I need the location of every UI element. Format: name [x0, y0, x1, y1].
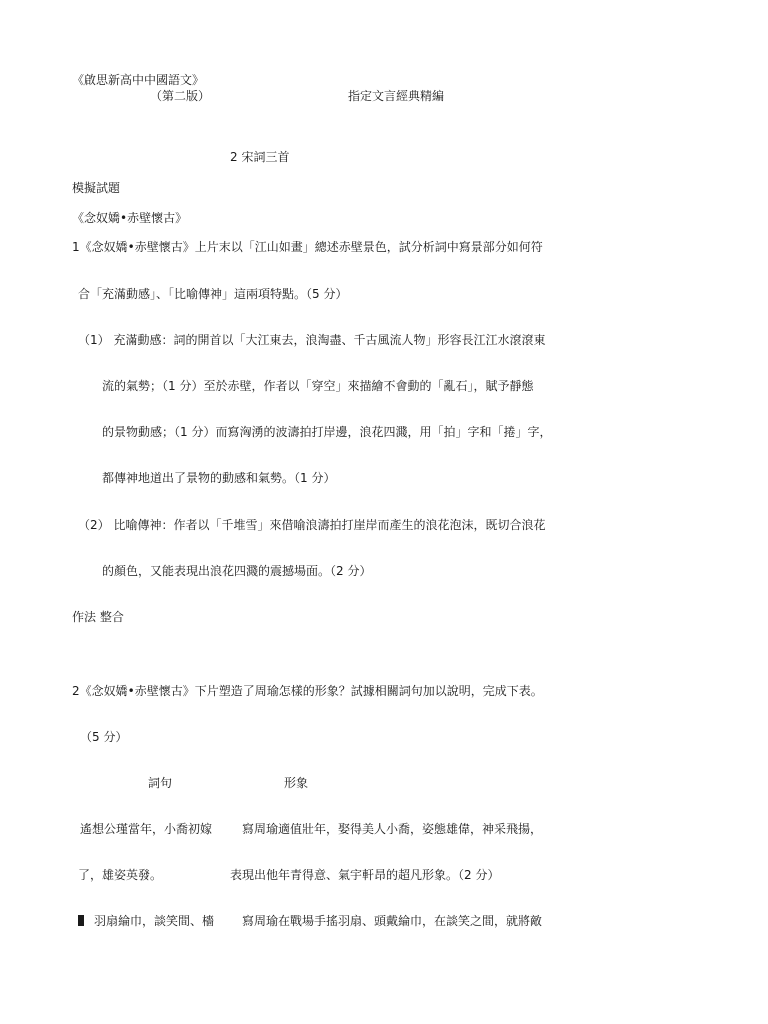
- collection-title: 指定文言經典精編: [348, 89, 445, 103]
- question2-line1: 2《念奴嬌•赤壁懷古》下片塑造了周瑜怎樣的形象？試據相關詞句加以說明，完成下表。: [72, 684, 543, 698]
- table-header-phrase: 詞句: [148, 776, 173, 790]
- table-header-row: [0, 775, 768, 791]
- bullet-square-icon: [78, 915, 84, 926]
- row1-image-line2: 表現出他年青得意、氣宇軒昂的超凡形象。（2 分）: [230, 868, 500, 882]
- row2-phrase-line1: 羽扇綸巾，談笑間、檣: [94, 914, 215, 928]
- table-row: [0, 913, 768, 929]
- section-label: 模擬試題: [72, 181, 121, 195]
- answer1-line2: 流的氣勢；（1 分）至於赤壁，作者以「穿空」來描繪不會動的「亂石」，賦予靜態: [102, 379, 534, 393]
- question1-line2: 合「充滿動感」、「比喻傳神」這兩項特點。（5 分）: [78, 287, 348, 301]
- chapter-title: 2 宋詞三首: [230, 150, 290, 164]
- answer2-line2: 的顏色，又能表現出浪花四濺的震撼場面。（2 分）: [102, 564, 372, 578]
- method-label: 作法 整合: [72, 610, 124, 624]
- answer2-line1: （2） 比喻傳神：作者以「千堆雪」來借喻浪濤拍打崖岸而產生的浪花泡沫，既切合浪花: [78, 518, 546, 532]
- row1-phrase-line1: 遙想公瑾當年，小喬初嫁: [80, 822, 213, 836]
- row2-image-line1: 寫周瑜在戰場手搖羽扇、頭戴綸巾，在談笑之間，就將敵: [242, 914, 543, 928]
- question1-line1: 1《念奴嬌•赤壁懷古》上片末以「江山如畫」總述赤壁景色，試分析詞中寫景部分如何符: [72, 240, 543, 254]
- answer1-line1: （1） 充滿動感：詞的開首以「大江東去，浪淘盡、千古風流人物」形容長江江水滾滾東: [78, 333, 546, 347]
- book-title: 《啟思新高中中國語文》: [72, 73, 205, 87]
- table-header-image: 形象: [284, 776, 309, 790]
- answer1-line3: 的景物動感；（1 分）而寫洶湧的波濤拍打岸邊，浪花四濺，用「拍」字和「捲」字，: [102, 425, 552, 439]
- table-row: [0, 821, 768, 837]
- row1-image-line1: 寫周瑜適值壯年，娶得美人小喬，姿態雄偉，神采飛揚，: [242, 822, 543, 836]
- table-row: [0, 867, 768, 883]
- answer1-line4: 都傳神地道出了景物的動感和氣勢。（1 分）: [102, 471, 336, 485]
- edition-label: （第二版）: [150, 89, 211, 103]
- row1-phrase-line2: 了，雄姿英發。: [78, 868, 163, 882]
- poem-title: 《念奴嬌•赤壁懷古》: [72, 211, 188, 225]
- question2-marks: （5 分）: [80, 730, 128, 744]
